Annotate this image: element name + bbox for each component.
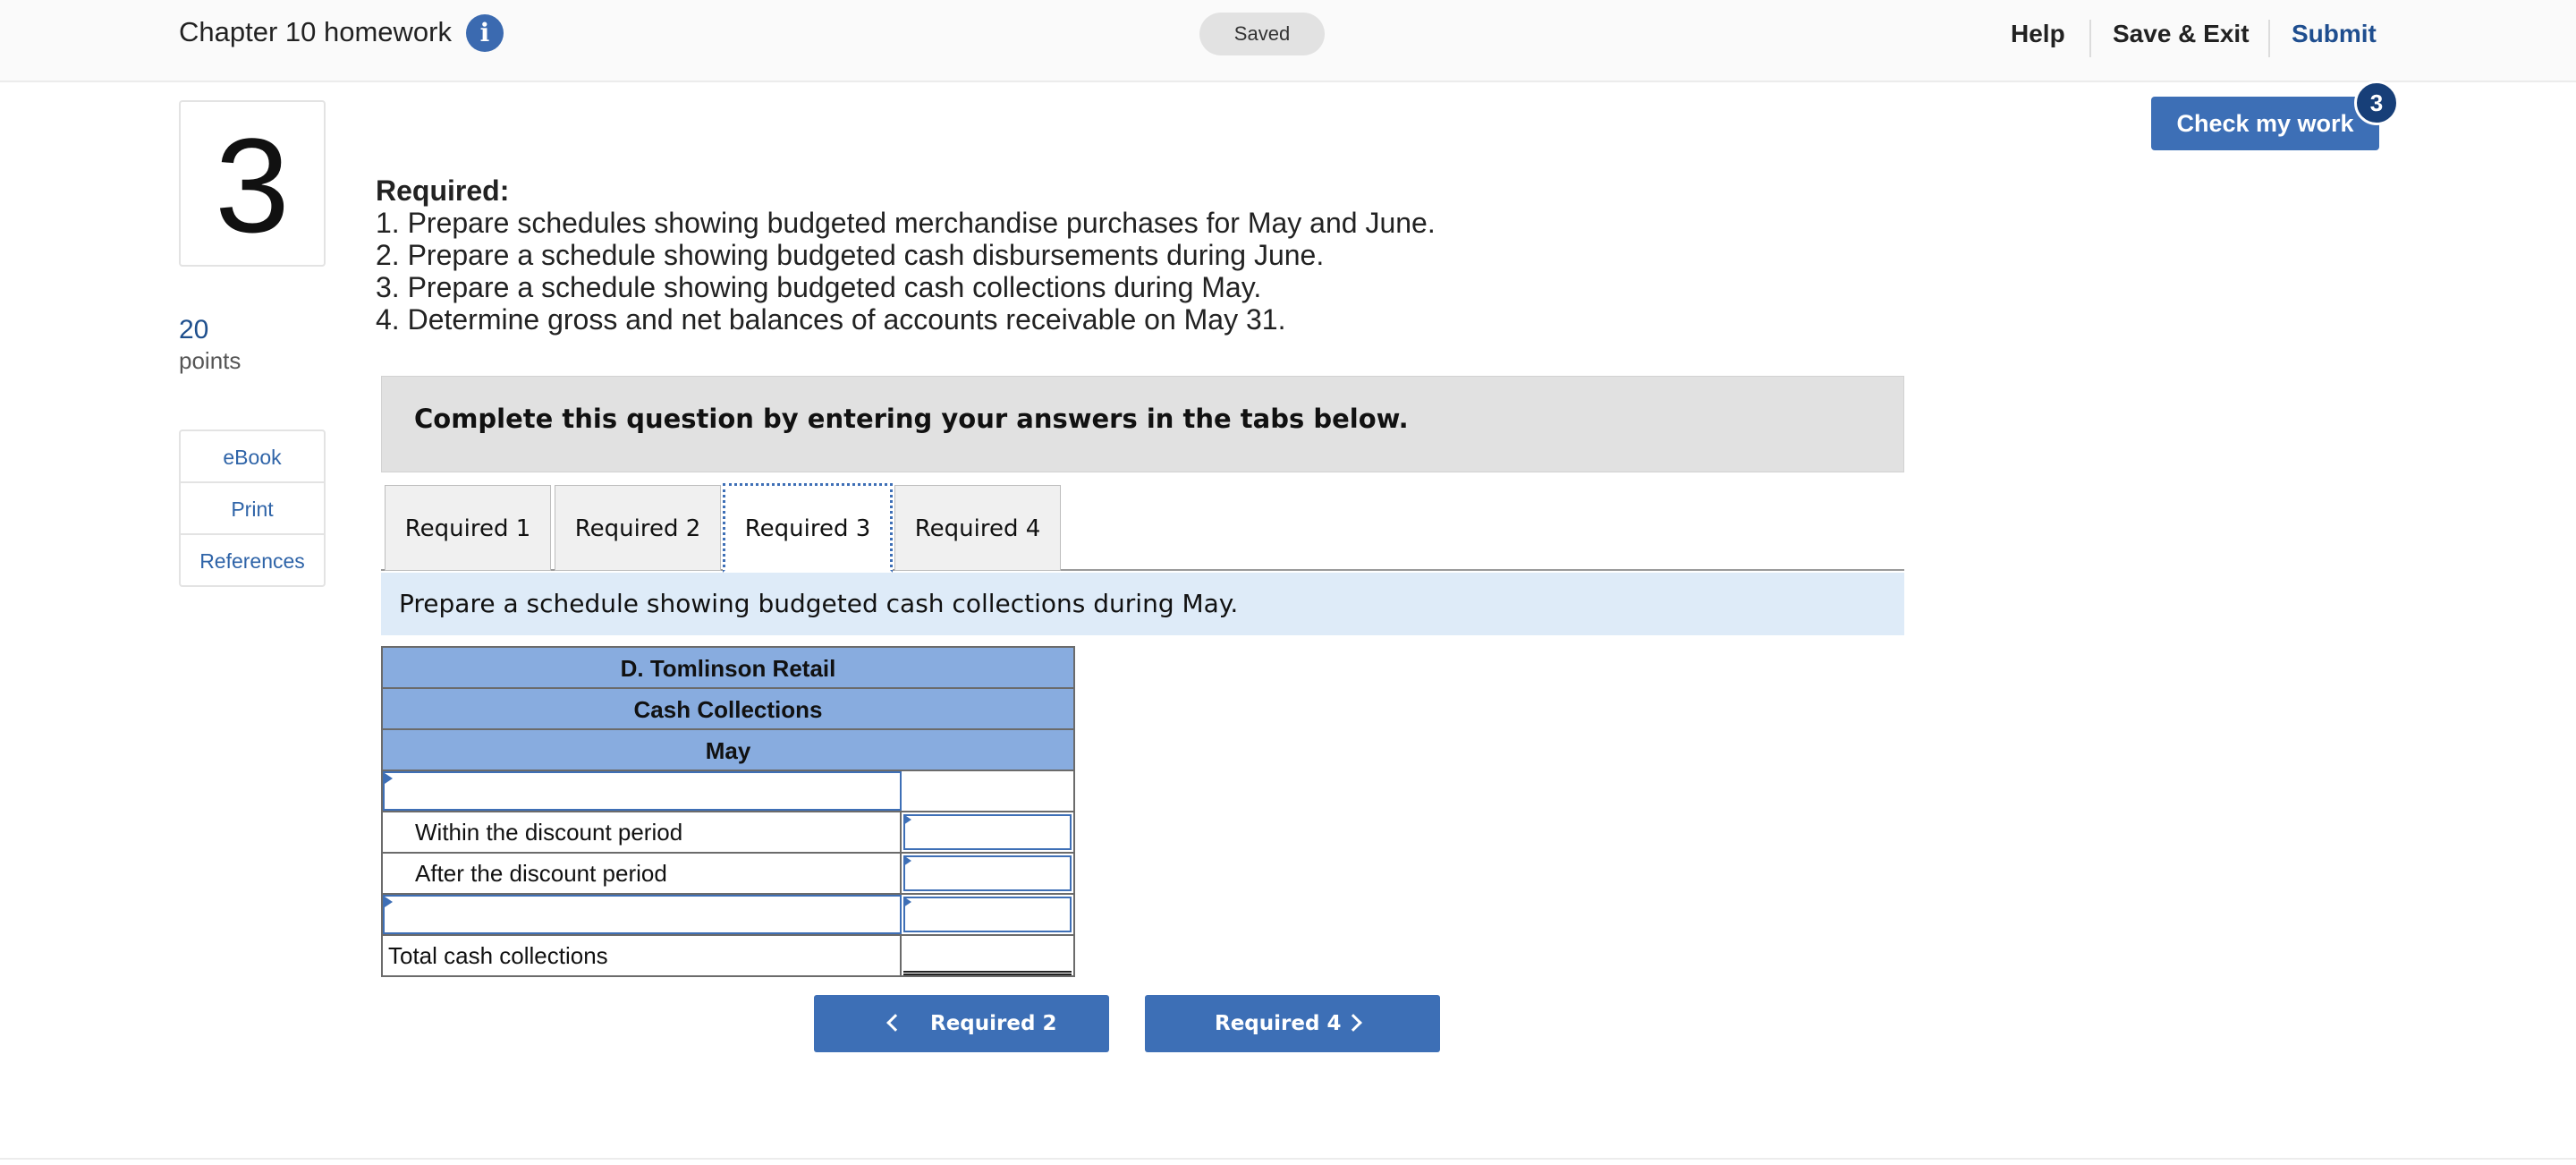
saved-status-badge: Saved	[1199, 13, 1325, 55]
tab-required-1[interactable]: Required 1	[385, 485, 551, 571]
points-label: points	[179, 347, 242, 374]
chevron-right-icon	[1344, 1014, 1362, 1032]
required-item: 3. Prepare a schedule showing budgeted cash collections during May.	[376, 271, 1262, 303]
label-dropdown-field[interactable]	[383, 771, 902, 811]
required-item: 2. Prepare a schedule showing budgeted cash disbursements during June.	[376, 239, 1325, 271]
top-header	[0, 0, 2576, 82]
amount-field[interactable]	[903, 897, 1072, 932]
table-row	[383, 895, 1073, 936]
resource-links	[179, 429, 326, 587]
total-value-cell	[902, 936, 1073, 975]
row-value-input[interactable]	[902, 854, 1073, 893]
required-item: 1. Prepare schedules showing budgeted merchandise purchases for May and June.	[376, 207, 1436, 239]
tab-prompt-bar	[381, 573, 1904, 635]
required-item: 4. Determine gross and net balances of accounts receivable on May 31.	[376, 303, 1286, 336]
info-icon[interactable]: i	[466, 14, 504, 52]
points-value: 20	[179, 315, 209, 344]
required-instructions	[376, 174, 1436, 336]
question-number: 3	[179, 100, 326, 267]
input-marker-icon	[903, 814, 911, 825]
row-label-input[interactable]	[383, 771, 902, 811]
tab-required-3[interactable]: Required 3	[723, 483, 893, 573]
references-link[interactable]: References	[199, 549, 305, 573]
help-link[interactable]: Help	[2011, 20, 2065, 47]
instructions-text: Complete this question by entering your answers in the tabs below.	[414, 404, 1409, 434]
save-exit-link[interactable]: Save & Exit	[2113, 20, 2250, 47]
cash-collections-schedule	[381, 646, 1075, 977]
instructions-banner	[381, 376, 1904, 472]
tab-required-2[interactable]: Required 2	[555, 485, 721, 571]
required-heading: Required:	[376, 174, 510, 207]
amount-field[interactable]	[903, 855, 1072, 891]
amount-field[interactable]	[903, 814, 1072, 850]
row-value-cell	[902, 771, 1073, 811]
table-row-total	[383, 936, 1073, 977]
dropdown-marker-icon	[385, 897, 393, 907]
nav-divider	[2268, 20, 2270, 57]
row-value-input[interactable]	[902, 812, 1073, 852]
input-marker-icon	[903, 897, 911, 907]
label-dropdown-field[interactable]	[383, 895, 902, 934]
print-link[interactable]: Print	[181, 483, 324, 535]
check-my-work-button[interactable]: Check my work	[2151, 97, 2379, 150]
assignment-title: Chapter 10 homework	[179, 16, 452, 47]
tab-prompt-text: Prepare a schedule showing budgeted cash collections during May.	[399, 589, 1239, 618]
row-value-input[interactable]	[902, 895, 1073, 934]
next-required-4-button[interactable]: Required 4	[1145, 995, 1440, 1052]
check-attempts-badge: 3	[2354, 81, 2399, 125]
dropdown-marker-icon	[385, 773, 393, 784]
table-row	[383, 854, 1073, 895]
schedule-company: D. Tomlinson Retail	[383, 648, 1073, 689]
submit-link[interactable]: Submit	[2292, 20, 2377, 47]
footer-divider	[0, 1158, 2576, 1160]
row-label: Within the discount period	[383, 812, 902, 852]
double-underline	[903, 971, 1072, 975]
input-marker-icon	[903, 855, 911, 866]
table-row	[383, 812, 1073, 854]
row-label-input[interactable]	[383, 895, 902, 934]
schedule-title: Cash Collections	[383, 689, 1073, 730]
schedule-period: May	[383, 730, 1073, 771]
row-label: After the discount period	[383, 854, 902, 893]
prev-required-2-button[interactable]: Required 2	[814, 995, 1109, 1052]
ebook-link[interactable]: eBook	[181, 431, 324, 483]
chevron-left-icon	[886, 1014, 904, 1032]
tab-required-4[interactable]: Required 4	[894, 485, 1061, 571]
nav-divider	[2089, 20, 2091, 57]
tab-bar	[381, 483, 1904, 571]
total-label: Total cash collections	[383, 936, 902, 975]
table-row	[383, 771, 1073, 812]
